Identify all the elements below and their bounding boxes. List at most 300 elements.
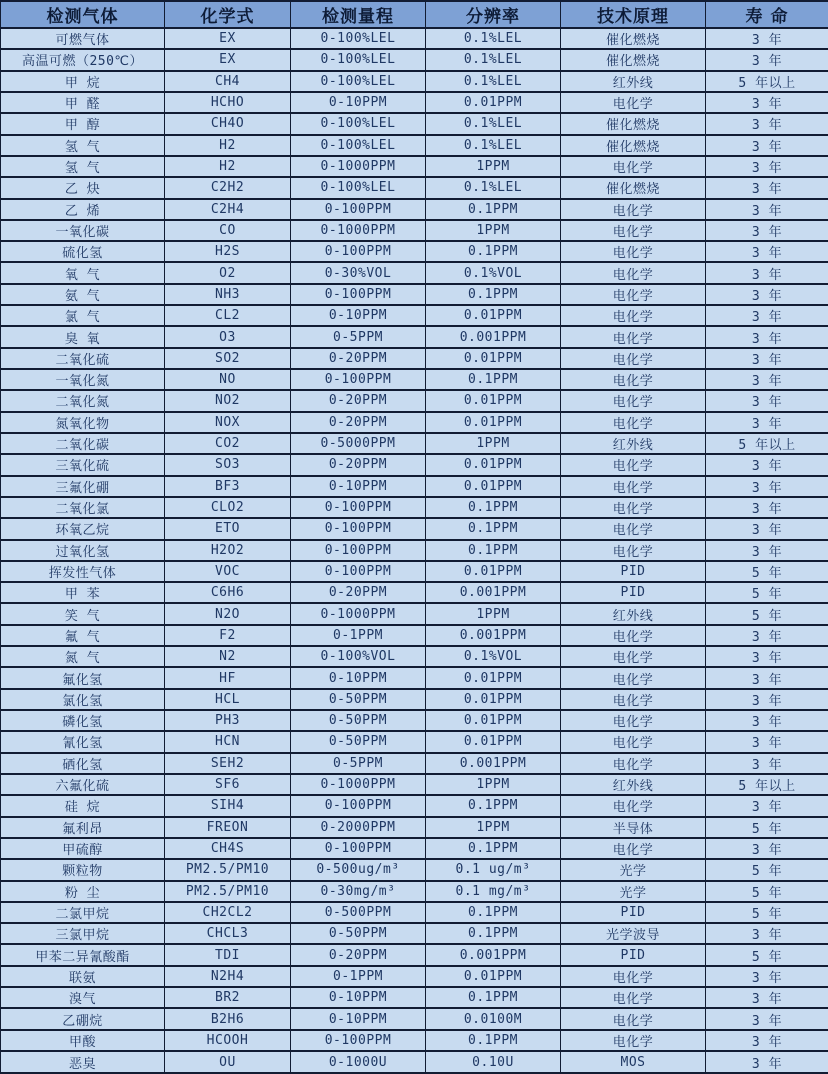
- cell-formula: O3: [165, 326, 291, 347]
- cell-formula: C2H2: [165, 177, 291, 198]
- cell-gas: 乙硼烷: [1, 1008, 165, 1029]
- table-row: [1, 987, 828, 1008]
- table-row: [1, 518, 828, 539]
- table-row: [1, 412, 828, 433]
- cell-formula: SO2: [165, 348, 291, 369]
- table-row: [1, 710, 828, 731]
- cell-lifespan: 3 年: [706, 241, 828, 262]
- cell-gas: 甲 醇: [1, 113, 165, 134]
- table-row: [1, 454, 828, 475]
- cell-lifespan: 5 年: [706, 603, 828, 624]
- cell-gas: 二氧化氯: [1, 497, 165, 518]
- cell-formula: N2: [165, 646, 291, 667]
- cell-resolution: 0.1PPM: [426, 923, 561, 944]
- table-row: [1, 49, 828, 70]
- cell-principle: 催化燃烧: [561, 177, 706, 198]
- cell-resolution: 1PPM: [426, 156, 561, 177]
- cell-range: 0-1PPM: [291, 966, 426, 987]
- table-row: [1, 817, 828, 838]
- cell-principle: 催化燃烧: [561, 135, 706, 156]
- cell-resolution: 0.1PPM: [426, 199, 561, 220]
- cell-principle: 电化学: [561, 199, 706, 220]
- cell-formula: TDI: [165, 944, 291, 965]
- cell-principle: 电化学: [561, 156, 706, 177]
- cell-range: 0-10PPM: [291, 667, 426, 688]
- cell-gas: 乙 烯: [1, 199, 165, 220]
- cell-range: 0-100%LEL: [291, 71, 426, 92]
- cell-lifespan: 3 年: [706, 284, 828, 305]
- cell-principle: 电化学: [561, 731, 706, 752]
- cell-lifespan: 3 年: [706, 710, 828, 731]
- cell-range: 0-50PPM: [291, 710, 426, 731]
- cell-resolution: 0.01PPM: [426, 348, 561, 369]
- cell-lifespan: 3 年: [706, 262, 828, 283]
- cell-formula: SIH4: [165, 795, 291, 816]
- cell-principle: 电化学: [561, 390, 706, 411]
- cell-range: 0-5PPM: [291, 326, 426, 347]
- cell-lifespan: 3 年: [706, 220, 828, 241]
- cell-formula: CL2: [165, 305, 291, 326]
- cell-range: 0-20PPM: [291, 412, 426, 433]
- cell-resolution: 0.01PPM: [426, 476, 561, 497]
- cell-formula: NO: [165, 369, 291, 390]
- cell-resolution: 0.01PPM: [426, 731, 561, 752]
- table-row: [1, 135, 828, 156]
- column-header-range: 检测量程: [291, 1, 426, 28]
- cell-lifespan: 5 年: [706, 902, 828, 923]
- cell-formula: C6H6: [165, 582, 291, 603]
- table-row: [1, 476, 828, 497]
- cell-gas: 甲苯二异氰酸酯: [1, 944, 165, 965]
- cell-range: 0-50PPM: [291, 731, 426, 752]
- cell-resolution: 1PPM: [426, 220, 561, 241]
- cell-gas: 氢 气: [1, 156, 165, 177]
- cell-range: 0-20PPM: [291, 582, 426, 603]
- cell-principle: 电化学: [561, 220, 706, 241]
- cell-gas: 联氨: [1, 966, 165, 987]
- cell-gas: 三氯甲烷: [1, 923, 165, 944]
- cell-principle: 电化学: [561, 646, 706, 667]
- cell-principle: 催化燃烧: [561, 49, 706, 70]
- table-row: [1, 902, 828, 923]
- table-row: [1, 646, 828, 667]
- table-row: [1, 113, 828, 134]
- cell-formula: EX: [165, 49, 291, 70]
- cell-range: 0-500ug/m³: [291, 859, 426, 880]
- cell-gas: 乙 炔: [1, 177, 165, 198]
- cell-range: 0-100PPM: [291, 369, 426, 390]
- cell-gas: 颗粒物: [1, 859, 165, 880]
- cell-range: 0-100PPM: [291, 518, 426, 539]
- cell-lifespan: 3 年: [706, 518, 828, 539]
- cell-formula: NH3: [165, 284, 291, 305]
- cell-resolution: 0.001PPM: [426, 326, 561, 347]
- cell-principle: MOS: [561, 1051, 706, 1073]
- cell-lifespan: 3 年: [706, 987, 828, 1008]
- cell-resolution: 0.01PPM: [426, 390, 561, 411]
- cell-resolution: 0.01PPM: [426, 92, 561, 113]
- cell-resolution: 0.1%LEL: [426, 135, 561, 156]
- cell-lifespan: 3 年: [706, 49, 828, 70]
- cell-range: 0-10PPM: [291, 92, 426, 113]
- cell-formula: H2: [165, 156, 291, 177]
- cell-lifespan: 3 年: [706, 305, 828, 326]
- cell-range: 0-10PPM: [291, 987, 426, 1008]
- cell-range: 0-100PPM: [291, 540, 426, 561]
- cell-formula: NO2: [165, 390, 291, 411]
- cell-gas: 氯化氢: [1, 689, 165, 710]
- cell-gas: 过氧化氢: [1, 540, 165, 561]
- cell-lifespan: 3 年: [706, 497, 828, 518]
- cell-resolution: 0.01PPM: [426, 710, 561, 731]
- cell-range: 0-5PPM: [291, 753, 426, 774]
- table-row: [1, 1008, 828, 1029]
- table-row: [1, 71, 828, 92]
- table-row: [1, 262, 828, 283]
- cell-range: 0-1000U: [291, 1051, 426, 1073]
- cell-formula: HF: [165, 667, 291, 688]
- cell-resolution: 0.1%VOL: [426, 646, 561, 667]
- cell-range: 0-1000PPM: [291, 220, 426, 241]
- cell-lifespan: 3 年: [706, 667, 828, 688]
- cell-resolution: 0.01PPM: [426, 454, 561, 475]
- cell-resolution: 0.001PPM: [426, 944, 561, 965]
- table-row: [1, 859, 828, 880]
- table-row: [1, 731, 828, 752]
- cell-range: 0-100PPM: [291, 241, 426, 262]
- cell-principle: 电化学: [561, 326, 706, 347]
- cell-lifespan: 3 年: [706, 646, 828, 667]
- table-row: [1, 838, 828, 859]
- cell-range: 0-10PPM: [291, 305, 426, 326]
- cell-formula: CO2: [165, 433, 291, 454]
- cell-formula: PM2.5/PM10: [165, 881, 291, 902]
- column-header-gas: 检测气体: [1, 1, 165, 28]
- cell-gas: 氟 气: [1, 625, 165, 646]
- cell-lifespan: 3 年: [706, 28, 828, 49]
- cell-principle: 电化学: [561, 987, 706, 1008]
- cell-formula: FREON: [165, 817, 291, 838]
- cell-principle: 电化学: [561, 348, 706, 369]
- cell-lifespan: 3 年: [706, 348, 828, 369]
- cell-range: 0-100PPM: [291, 1030, 426, 1051]
- table-row: [1, 923, 828, 944]
- cell-principle: 电化学: [561, 966, 706, 987]
- cell-gas: 二氧化碳: [1, 433, 165, 454]
- cell-principle: 红外线: [561, 71, 706, 92]
- cell-range: 0-10PPM: [291, 476, 426, 497]
- cell-principle: 电化学: [561, 241, 706, 262]
- cell-lifespan: 5 年: [706, 582, 828, 603]
- cell-formula: O2: [165, 262, 291, 283]
- table-row: [1, 199, 828, 220]
- table-row: [1, 689, 828, 710]
- cell-range: 0-1000PPM: [291, 774, 426, 795]
- cell-range: 0-100PPM: [291, 199, 426, 220]
- cell-formula: N2H4: [165, 966, 291, 987]
- cell-gas: 甲硫醇: [1, 838, 165, 859]
- cell-gas: 氨 气: [1, 284, 165, 305]
- cell-principle: 红外线: [561, 433, 706, 454]
- cell-gas: 可燃气体: [1, 28, 165, 49]
- table-row: [1, 1051, 828, 1073]
- cell-resolution: 0.1PPM: [426, 284, 561, 305]
- cell-lifespan: 3 年: [706, 625, 828, 646]
- cell-resolution: 0.01PPM: [426, 305, 561, 326]
- cell-gas: 二氧化氮: [1, 390, 165, 411]
- cell-formula: BF3: [165, 476, 291, 497]
- cell-gas: 一氧化碳: [1, 220, 165, 241]
- table-row: [1, 625, 828, 646]
- cell-range: 0-30mg/m³: [291, 881, 426, 902]
- cell-principle: PID: [561, 944, 706, 965]
- cell-gas: 甲 烷: [1, 71, 165, 92]
- cell-formula: H2S: [165, 241, 291, 262]
- cell-range: 0-1000PPM: [291, 156, 426, 177]
- table-row: [1, 667, 828, 688]
- cell-formula: PH3: [165, 710, 291, 731]
- cell-gas: 溴气: [1, 987, 165, 1008]
- cell-range: 0-100%LEL: [291, 177, 426, 198]
- cell-formula: HCN: [165, 731, 291, 752]
- table-row: [1, 881, 828, 902]
- cell-gas: 氢 气: [1, 135, 165, 156]
- cell-formula: SEH2: [165, 753, 291, 774]
- cell-resolution: 1PPM: [426, 603, 561, 624]
- cell-formula: CH2CL2: [165, 902, 291, 923]
- cell-resolution: 0.001PPM: [426, 753, 561, 774]
- table-row: [1, 241, 828, 262]
- cell-principle: 电化学: [561, 1030, 706, 1051]
- cell-principle: PID: [561, 561, 706, 582]
- cell-range: 0-100PPM: [291, 497, 426, 518]
- cell-gas: 硅 烷: [1, 795, 165, 816]
- cell-formula: PM2.5/PM10: [165, 859, 291, 880]
- cell-lifespan: 3 年: [706, 923, 828, 944]
- cell-resolution: 0.1PPM: [426, 369, 561, 390]
- cell-resolution: 0.1PPM: [426, 902, 561, 923]
- cell-gas: 恶臭: [1, 1051, 165, 1073]
- table-row: [1, 1030, 828, 1051]
- cell-resolution: 0.1%LEL: [426, 49, 561, 70]
- cell-resolution: 0.01PPM: [426, 966, 561, 987]
- cell-gas: 氯 气: [1, 305, 165, 326]
- cell-formula: CLO2: [165, 497, 291, 518]
- cell-formula: HCOOH: [165, 1030, 291, 1051]
- cell-resolution: 0.1 ug/m³: [426, 859, 561, 880]
- cell-resolution: 1PPM: [426, 817, 561, 838]
- cell-gas: 二氯甲烷: [1, 902, 165, 923]
- cell-lifespan: 3 年: [706, 113, 828, 134]
- cell-principle: 光学波导: [561, 923, 706, 944]
- cell-formula: HCHO: [165, 92, 291, 113]
- cell-formula: CO: [165, 220, 291, 241]
- cell-principle: 半导体: [561, 817, 706, 838]
- cell-range: 0-5000PPM: [291, 433, 426, 454]
- cell-gas: 磷化氢: [1, 710, 165, 731]
- table-row: [1, 305, 828, 326]
- cell-resolution: 0.01PPM: [426, 561, 561, 582]
- cell-principle: 电化学: [561, 1008, 706, 1029]
- cell-gas: 三氟化硼: [1, 476, 165, 497]
- table-row: [1, 753, 828, 774]
- cell-lifespan: 5 年以上: [706, 433, 828, 454]
- cell-gas: 甲 醛: [1, 92, 165, 113]
- cell-principle: 电化学: [561, 412, 706, 433]
- cell-principle: 电化学: [561, 838, 706, 859]
- table-row: [1, 774, 828, 795]
- cell-resolution: 0.1%LEL: [426, 177, 561, 198]
- cell-formula: NOX: [165, 412, 291, 433]
- cell-gas: 六氟化硫: [1, 774, 165, 795]
- cell-resolution: 0.001PPM: [426, 582, 561, 603]
- cell-range: 0-100PPM: [291, 284, 426, 305]
- cell-range: 0-50PPM: [291, 689, 426, 710]
- cell-gas: 一氧化氮: [1, 369, 165, 390]
- cell-range: 0-20PPM: [291, 390, 426, 411]
- cell-principle: 电化学: [561, 497, 706, 518]
- cell-gas: 挥发性气体: [1, 561, 165, 582]
- cell-principle: 催化燃烧: [561, 113, 706, 134]
- cell-resolution: 0.001PPM: [426, 625, 561, 646]
- table-body: [1, 28, 828, 1073]
- cell-gas: 高温可燃（250℃）: [1, 49, 165, 70]
- cell-lifespan: 5 年: [706, 561, 828, 582]
- cell-lifespan: 3 年: [706, 731, 828, 752]
- cell-formula: C2H4: [165, 199, 291, 220]
- cell-resolution: 0.0100M: [426, 1008, 561, 1029]
- cell-range: 0-100%LEL: [291, 135, 426, 156]
- cell-range: 0-1000PPM: [291, 603, 426, 624]
- cell-principle: 电化学: [561, 92, 706, 113]
- cell-lifespan: 3 年: [706, 689, 828, 710]
- cell-principle: 电化学: [561, 795, 706, 816]
- table-row: [1, 540, 828, 561]
- header-row: [1, 1, 828, 28]
- table-row: [1, 795, 828, 816]
- cell-range: 0-100PPM: [291, 561, 426, 582]
- cell-formula: B2H6: [165, 1008, 291, 1029]
- cell-resolution: 0.1%VOL: [426, 262, 561, 283]
- cell-lifespan: 5 年: [706, 817, 828, 838]
- cell-range: 0-100PPM: [291, 838, 426, 859]
- cell-gas: 氮氧化物: [1, 412, 165, 433]
- cell-principle: 电化学: [561, 753, 706, 774]
- cell-lifespan: 5 年以上: [706, 71, 828, 92]
- cell-principle: 电化学: [561, 689, 706, 710]
- cell-resolution: 0.1%LEL: [426, 28, 561, 49]
- table-row: [1, 944, 828, 965]
- cell-lifespan: 3 年: [706, 795, 828, 816]
- cell-formula: CH4: [165, 71, 291, 92]
- table-row: [1, 390, 828, 411]
- cell-resolution: 0.1PPM: [426, 497, 561, 518]
- cell-formula: HCL: [165, 689, 291, 710]
- cell-formula: BR2: [165, 987, 291, 1008]
- table-row: [1, 582, 828, 603]
- table-header: [1, 1, 828, 28]
- cell-gas: 氰化氢: [1, 731, 165, 752]
- cell-resolution: 0.1PPM: [426, 838, 561, 859]
- cell-lifespan: 3 年: [706, 390, 828, 411]
- cell-gas: 三氧化硫: [1, 454, 165, 475]
- cell-range: 0-30%VOL: [291, 262, 426, 283]
- cell-principle: PID: [561, 902, 706, 923]
- cell-gas: 粉 尘: [1, 881, 165, 902]
- cell-lifespan: 3 年: [706, 177, 828, 198]
- cell-formula: CH4O: [165, 113, 291, 134]
- table-row: [1, 220, 828, 241]
- cell-gas: 臭 氧: [1, 326, 165, 347]
- cell-resolution: 0.1%LEL: [426, 113, 561, 134]
- cell-principle: 催化燃烧: [561, 28, 706, 49]
- cell-lifespan: 3 年: [706, 476, 828, 497]
- cell-resolution: 1PPM: [426, 433, 561, 454]
- cell-range: 0-20PPM: [291, 454, 426, 475]
- cell-lifespan: 3 年: [706, 1051, 828, 1073]
- cell-resolution: 0.1PPM: [426, 795, 561, 816]
- cell-resolution: 0.01PPM: [426, 412, 561, 433]
- cell-principle: 电化学: [561, 710, 706, 731]
- cell-principle: PID: [561, 582, 706, 603]
- column-header-formula: 化学式: [165, 1, 291, 28]
- cell-range: 0-20PPM: [291, 348, 426, 369]
- cell-lifespan: 5 年: [706, 859, 828, 880]
- cell-range: 0-100PPM: [291, 795, 426, 816]
- cell-lifespan: 3 年: [706, 156, 828, 177]
- column-header-principle: 技术原理: [561, 1, 706, 28]
- cell-gas: 笑 气: [1, 603, 165, 624]
- cell-principle: 电化学: [561, 262, 706, 283]
- cell-gas: 环氧乙烷: [1, 518, 165, 539]
- cell-principle: 电化学: [561, 625, 706, 646]
- cell-lifespan: 3 年: [706, 92, 828, 113]
- table-row: [1, 156, 828, 177]
- cell-gas: 氟利昂: [1, 817, 165, 838]
- cell-formula: VOC: [165, 561, 291, 582]
- cell-principle: 光学: [561, 859, 706, 880]
- cell-gas: 硫化氢: [1, 241, 165, 262]
- table-row: [1, 284, 828, 305]
- column-header-lifespan: 寿 命: [706, 1, 828, 28]
- cell-range: 0-100%LEL: [291, 113, 426, 134]
- cell-principle: 电化学: [561, 476, 706, 497]
- cell-resolution: 0.1PPM: [426, 987, 561, 1008]
- cell-resolution: 0.10U: [426, 1051, 561, 1073]
- table-row: [1, 177, 828, 198]
- cell-resolution: 0.1 mg/m³: [426, 881, 561, 902]
- cell-lifespan: 3 年: [706, 540, 828, 561]
- cell-formula: SO3: [165, 454, 291, 475]
- cell-gas: 氟化氢: [1, 667, 165, 688]
- cell-principle: 电化学: [561, 369, 706, 390]
- table-row: [1, 966, 828, 987]
- table-row: [1, 348, 828, 369]
- table-row: [1, 433, 828, 454]
- column-header-resolution: 分辨率: [426, 1, 561, 28]
- cell-gas: 氮 气: [1, 646, 165, 667]
- cell-formula: SF6: [165, 774, 291, 795]
- cell-gas: 甲 苯: [1, 582, 165, 603]
- table-row: [1, 561, 828, 582]
- cell-lifespan: 3 年: [706, 135, 828, 156]
- cell-lifespan: 5 年: [706, 881, 828, 902]
- cell-resolution: 0.1PPM: [426, 1030, 561, 1051]
- cell-formula: H2O2: [165, 540, 291, 561]
- cell-lifespan: 3 年: [706, 838, 828, 859]
- cell-principle: 电化学: [561, 305, 706, 326]
- cell-gas: 氧 气: [1, 262, 165, 283]
